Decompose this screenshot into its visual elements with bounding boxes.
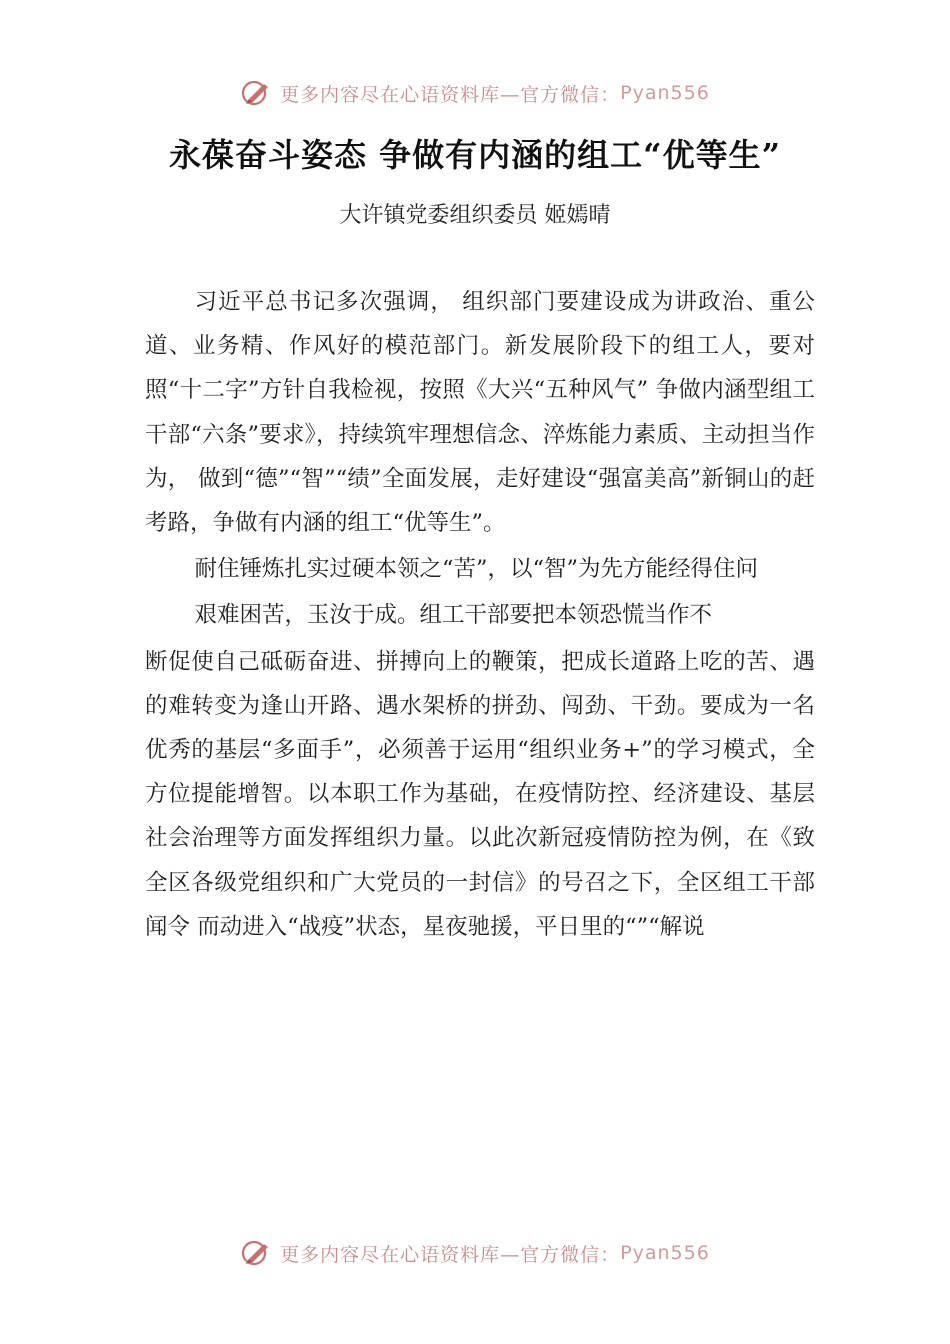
watermark-footer [0, 1238, 950, 1268]
watermark-text: 更多内容尽在心语资料库—官方微信： [280, 1243, 621, 1266]
watermark-wechat-id: Pyan556 [620, 1242, 710, 1264]
document-body [145, 280, 815, 949]
watermark-wechat-id: Pyan556 [620, 82, 710, 104]
paragraph: 艰难困苦，玉汝于成。组工干部要把本领恐慌当作不 [194, 602, 713, 629]
watermark-header [0, 78, 950, 108]
pen-logo-icon [240, 78, 274, 108]
document-author: 大许镇党委组织委员 姬嫣晴 [339, 203, 611, 228]
watermark-text: 更多内容尽在心语资料库—官方微信： [280, 83, 621, 106]
paragraph: 耐住锤炼扎实过硬本领之“苦”，以“智”为先方能经得住问 [194, 556, 759, 583]
paragraph: 断促使自己砥砺奋进、拼搏向上的鞭策，把成长道路上吃的苦、遇的难转变为逢山开路、遇水架桥的拼劲、闯劲、干劲。要成为一名优秀的基层“多面手”，必须善于运用“组织业务+”的学习模式，全方位提能增智。以本职工作为基础，在疫情防控、经济建设、基层社会治理等方面发挥组织力量。以此次新冠疫情防控为例，在《致全区各级党组织和广大党员的一封信》的号召之下，全区组工干部闻令 而动进入“战疫”状态，星夜驰援，平日里的“”“解说 [145, 648, 815, 940]
pen-logo-icon [240, 1238, 274, 1268]
document-title: 永葆奋斗姿态 争做有内涵的组工“优等生” [169, 136, 781, 174]
paragraph: 习近平总书记多次强调， 组织部门要建设成为讲政治、重公道、业务精、作风好的模范部门。新发展阶段下的组工人，要对照“十二字”方针自我检视，按照《大兴“五种风气” 争做内涵型组工干部“六条”要求》，持续筑牢理想信念、淬炼能力素质、主动担当作为， 做到“德”“智”“绩”全面发展，走好建设“强富美高”新铜山的赶考路，争做有内涵的组工“优等生”。 [145, 289, 815, 537]
